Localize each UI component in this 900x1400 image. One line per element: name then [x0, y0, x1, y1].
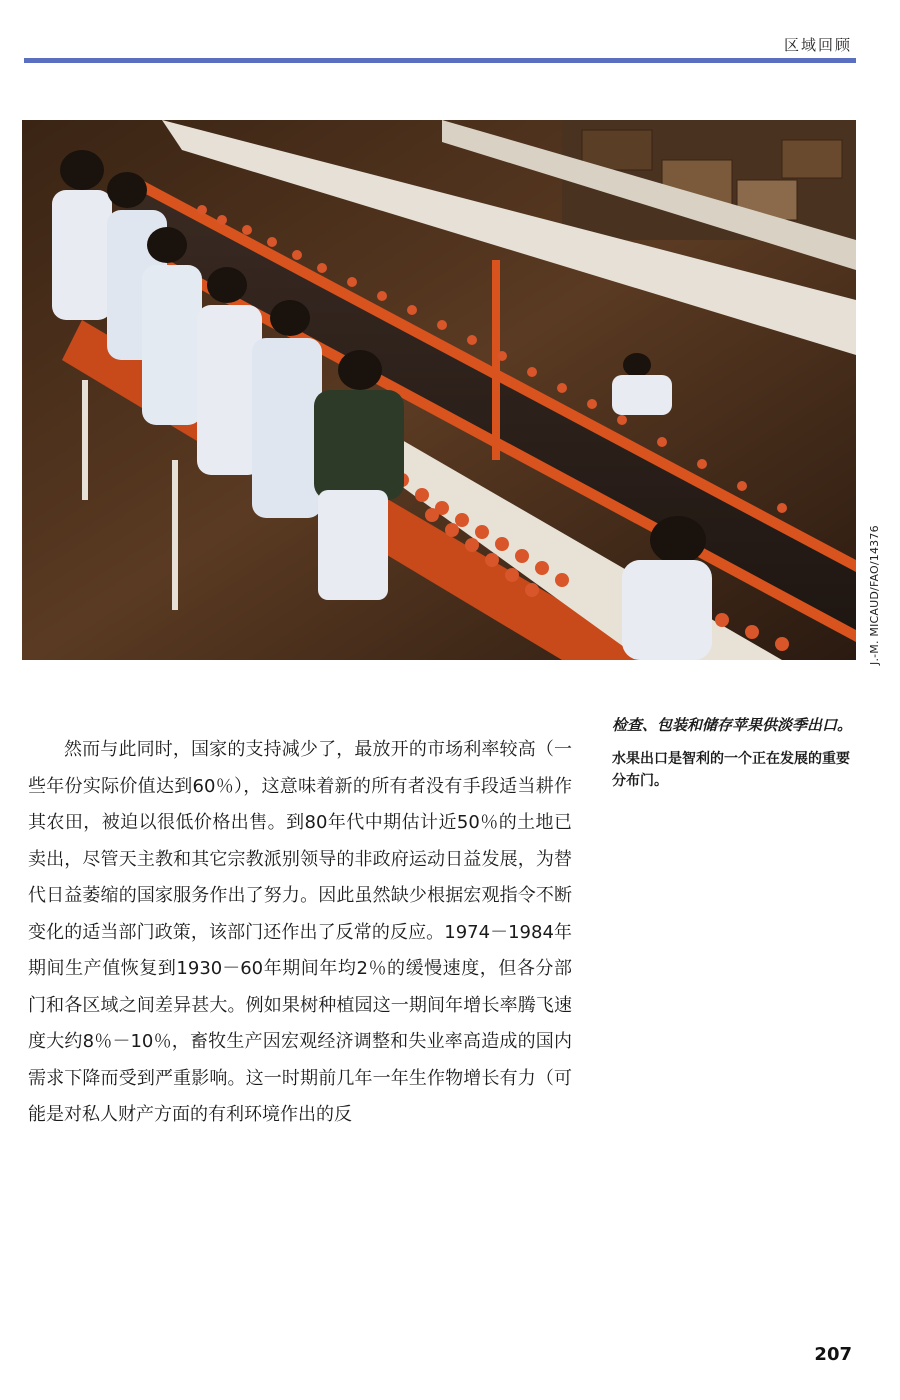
photo-caption [612, 714, 852, 792]
apple-packing-photo [22, 120, 856, 660]
header-rule [24, 58, 856, 63]
body-paragraph: 然而与此同时，国家的支持减少了，最放开的市场利率较高（一些年份实际价值达到60％），这意味着新的所有者没有手段适当耕作其农田，被迫以很低价格出售。到80年代中期估计近50％的土地已卖出，尽管天主教和其它宗教派别领导的非政府运动日益发展，为替代日益萎缩的国家服务作出了努力。因此虽然缺少根据宏观指令不断变化的适当部门政策，该部门还作出了反常的反应。1974－1984年期间生产值恢复到1930－60年期间年均2％的缓慢速度，但各分部门和各区域之间差异甚大。例如果树种植园这一期间年增长率腾飞速度大约8％－10％，畜牧生产因宏观经济调整和失业率高造成的国内需求下降而受到严重影响。这一时期前几年一年生作物增长有力（可能是对私人财产方面的有利环境作出的反 [28, 739, 572, 1125]
caption-subtitle: 水果出口是智利的一个正在发展的重要分布门。 [612, 751, 850, 789]
caption-title: 检查、包装和储存苹果供淡季出口。 [612, 716, 853, 734]
photo-credit: J.-M. MICAUD/FAO/14376 [868, 525, 881, 665]
section-header-label: 区域回顾 [783, 36, 852, 54]
page-number: 207 [814, 1344, 852, 1365]
